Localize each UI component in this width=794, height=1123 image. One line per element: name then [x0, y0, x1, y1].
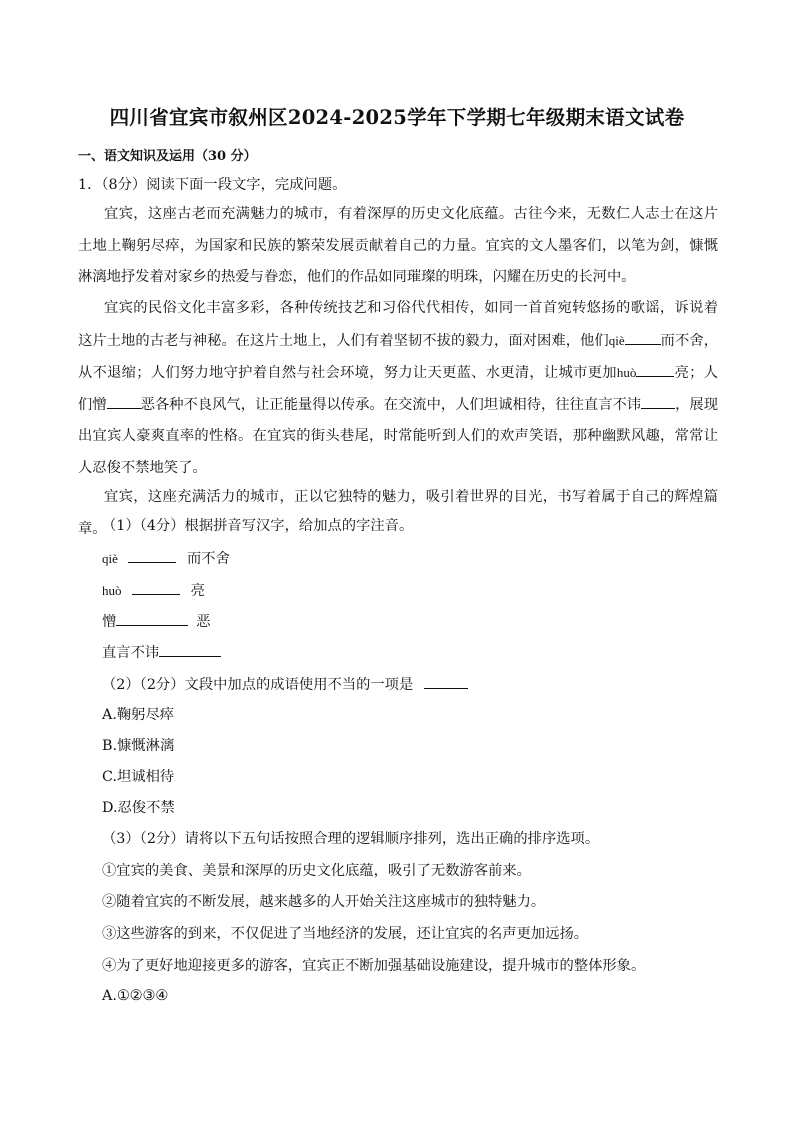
answer-blank-sub2[interactable]	[424, 674, 468, 689]
subquestion-3: （3）（2分）请将以下五句话按照合理的逻辑顺序排列，选出正确的排序选项。	[102, 831, 600, 847]
answer-blank-huo[interactable]	[132, 580, 180, 595]
passage-paragraph-2	[78, 293, 718, 484]
blank-qie[interactable]	[625, 330, 661, 345]
option-d: D.忍俊不禁	[102, 800, 175, 816]
answer-zhiyan-head: 直言不讳	[102, 645, 160, 661]
pinyin-qie: qiè	[608, 332, 625, 348]
answer-row-huo	[102, 580, 205, 601]
option-a: A.鞠躬尽瘁	[102, 707, 175, 723]
answer-huo-tail: 亮	[190, 583, 205, 599]
page-title: 四川省宜宾市叙州区2024-2025学年下学期七年级期末语文试卷	[109, 106, 685, 129]
answer-option-a: A.①②③④	[102, 988, 169, 1004]
section-heading: 一、语文知识及运用（30 分）	[78, 149, 257, 164]
answer-row-zeng	[102, 611, 211, 632]
para2-text-3: 亮；人们憎	[78, 365, 718, 413]
pinyin-huo-label: huò	[102, 583, 122, 598]
answer-row-qie	[102, 548, 230, 569]
para2-text-4: 恶各种不良风气，让正能量得以传承。在交流中，人们坦诚相待，往往直言不讳	[140, 396, 642, 413]
blank-zeng[interactable]	[107, 394, 141, 409]
pinyin-qie-label: qiè	[102, 551, 118, 566]
subquestion-1: （1）（4分）根据拼音写汉字，给加点的字注音。	[102, 518, 414, 534]
option-b: B.慷慨淋漓	[102, 738, 175, 754]
para2-text-2: 而不舍，从不退缩；人们努力地守护着自然与社会环境，努力让天更蓝、水更清，让城市更加	[78, 332, 719, 381]
pinyin-huo: huò	[616, 365, 637, 380]
passage-paragraph-3: 宜宾，这座充满活力的城市，正以它独特的魅力，吸引着世界的目光，书写着属于自己的辉煌篇章。	[78, 489, 718, 537]
subquestion-2	[102, 674, 468, 695]
blank-huo[interactable]	[636, 362, 674, 377]
answer-qie-tail: 而不舍	[186, 551, 230, 567]
answer-zeng-tail: 恶	[196, 614, 211, 630]
answer-row-zhiyan	[102, 642, 221, 663]
passage-paragraph-1: 宜宾，这座古老而充满魅力的城市，有着深厚的历史文化底蕴。古往今来，无数仁人志士在这片土地上鞠躬尽瘁，为国家和民族的繁荣发展贡献着自己的力量。宜宾的文人墨客们，以笔为剑，慷慨淋漓地抒发着对家乡的热爱与眷恋，他们的作品如同璀璨的明珠，闪耀在历史的长河中。	[78, 206, 718, 285]
sentence-3: ③这些游客的到来，不仅促进了当地经济的发展，还让宜宾的名声更加远扬。	[102, 926, 589, 942]
sentence-4: ④为了更好地迎接更多的游客，宜宾正不断加强基础设施建设，提升城市的整体形象。	[102, 958, 646, 974]
sentence-2: ②随着宜宾的不断发展，越来越多的人开始关注这座城市的独特魅力。	[102, 894, 546, 910]
para2-text-1: 宜宾的民俗文化丰富多彩，各种传统技艺和习俗代代相传，如同一首首宛转悠扬的歌谣，诉说着这片土地的古老与神秘。在这片土地上，人们有着坚韧不拔的毅力，面对困难，他们	[78, 300, 718, 349]
question-1-header: 1．（8分）阅读下面一段文字，完成问题。	[78, 177, 347, 193]
answer-blank-qie[interactable]	[128, 548, 176, 563]
sentence-1: ①宜宾的美食、美景和深厚的历史文化底蕴，吸引了无数游客前来。	[102, 863, 531, 879]
option-c: C.坦诚相待	[102, 769, 175, 785]
answer-blank-zeng[interactable]	[116, 611, 188, 626]
answer-zeng-head: 憎	[102, 614, 117, 630]
subquestion-2-text: （2）（2分）文段中加点的成语使用不当的一项是	[102, 677, 414, 693]
para2-text-5: ，展现出宜宾人豪爽直率的性格。在宜宾的街头巷尾，时常能听到人们的欢声笑语，那种幽默风趣，常常让人忍俊不禁地笑了。	[78, 396, 719, 476]
blank-zhiyan[interactable]	[641, 394, 675, 409]
answer-blank-zhiyan[interactable]	[159, 642, 221, 657]
